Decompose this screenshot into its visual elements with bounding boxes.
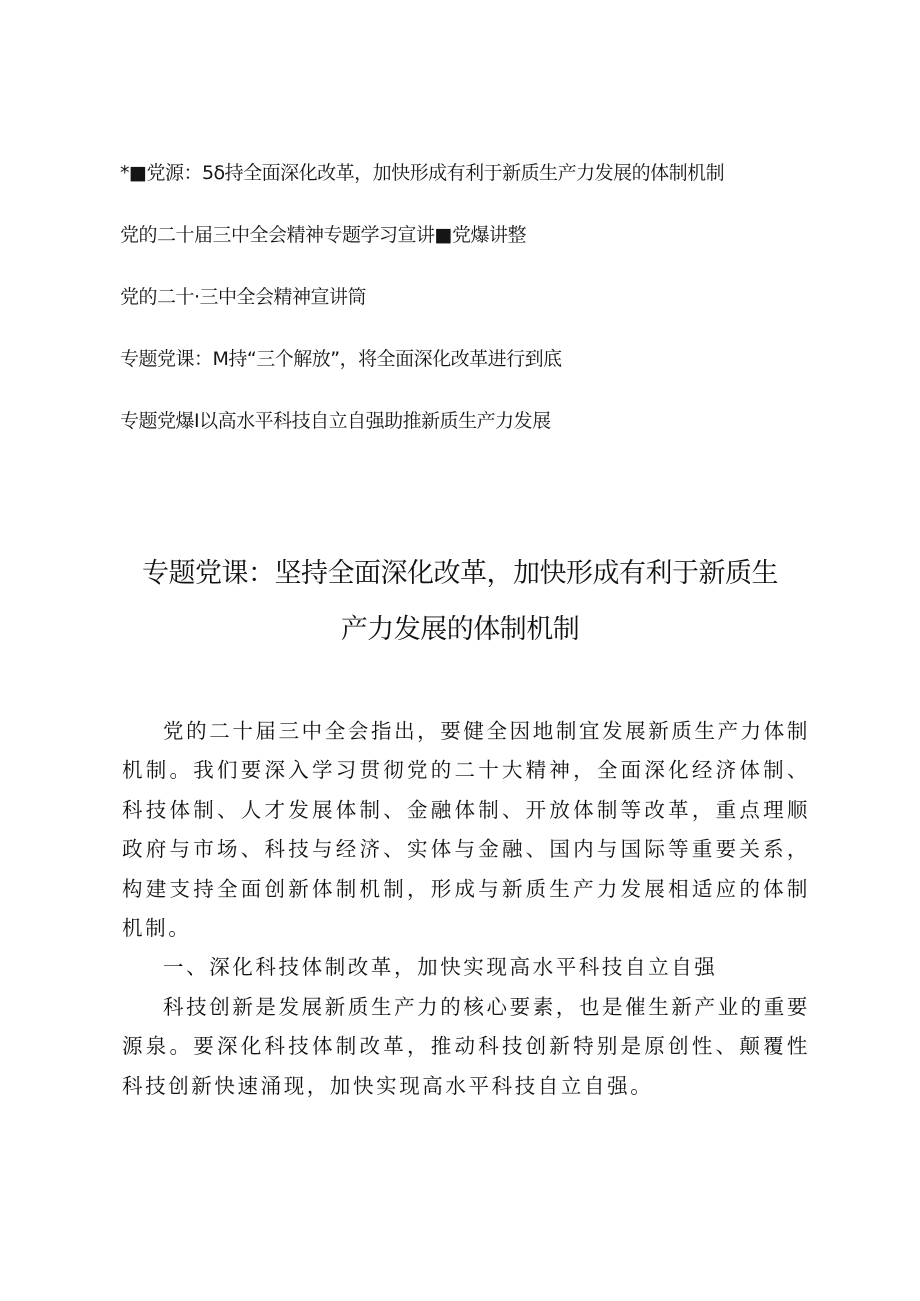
toc-item: *■党源：5δ持全面深化改革，加快形成有利于新质生产力发展的体制机制 xyxy=(120,162,725,184)
document-title xyxy=(60,546,860,658)
document-body xyxy=(122,712,810,1106)
toc-item: 专题党爆I以高水平科技自立自强助推新质生产力发展 xyxy=(120,410,551,432)
body-paragraph: 科技创新是发展新质生产力的核心要素，也是催生新产业的重要源泉。要深化科技体制改革，推动科技创新特别是原创性、颠覆性科技创新快速涌现，加快实现高水平科技自立自强。 xyxy=(122,994,810,1098)
section-heading: 一、深化科技体制改革，加快实现高水平科技自立自强 xyxy=(163,955,718,980)
toc-item: 党的二十届三中全会精神专题学习宣讲■党爆讲整 xyxy=(120,224,526,246)
title-line-1: 专题党课：坚持全面深化改革，加快形成有利于新质生 xyxy=(142,558,778,589)
toc-item: 专题党课：M持“三个解放”，将全面深化改革进行到底 xyxy=(120,348,562,370)
table-of-contents xyxy=(120,160,820,470)
body-paragraph: 党的二十届三中全会指出，要健全因地制宜发展新质生产力体制机制。我们要深入学习贯彻党的二十大精神，全面深化经济体制、科技体制、人才发展体制、金融体制、开放体制等改革，重点理顺政府与市场、科技与经济、实体与金融、国内与国际等重要关系，构建支持全面创新体制机制，形成与新质生产力发展相适应的体制机制。 xyxy=(122,719,810,941)
title-line-2: 产力发展的体制机制 xyxy=(340,614,580,645)
toc-item: 党的二十·三中全会精神宣讲筒 xyxy=(120,286,367,308)
